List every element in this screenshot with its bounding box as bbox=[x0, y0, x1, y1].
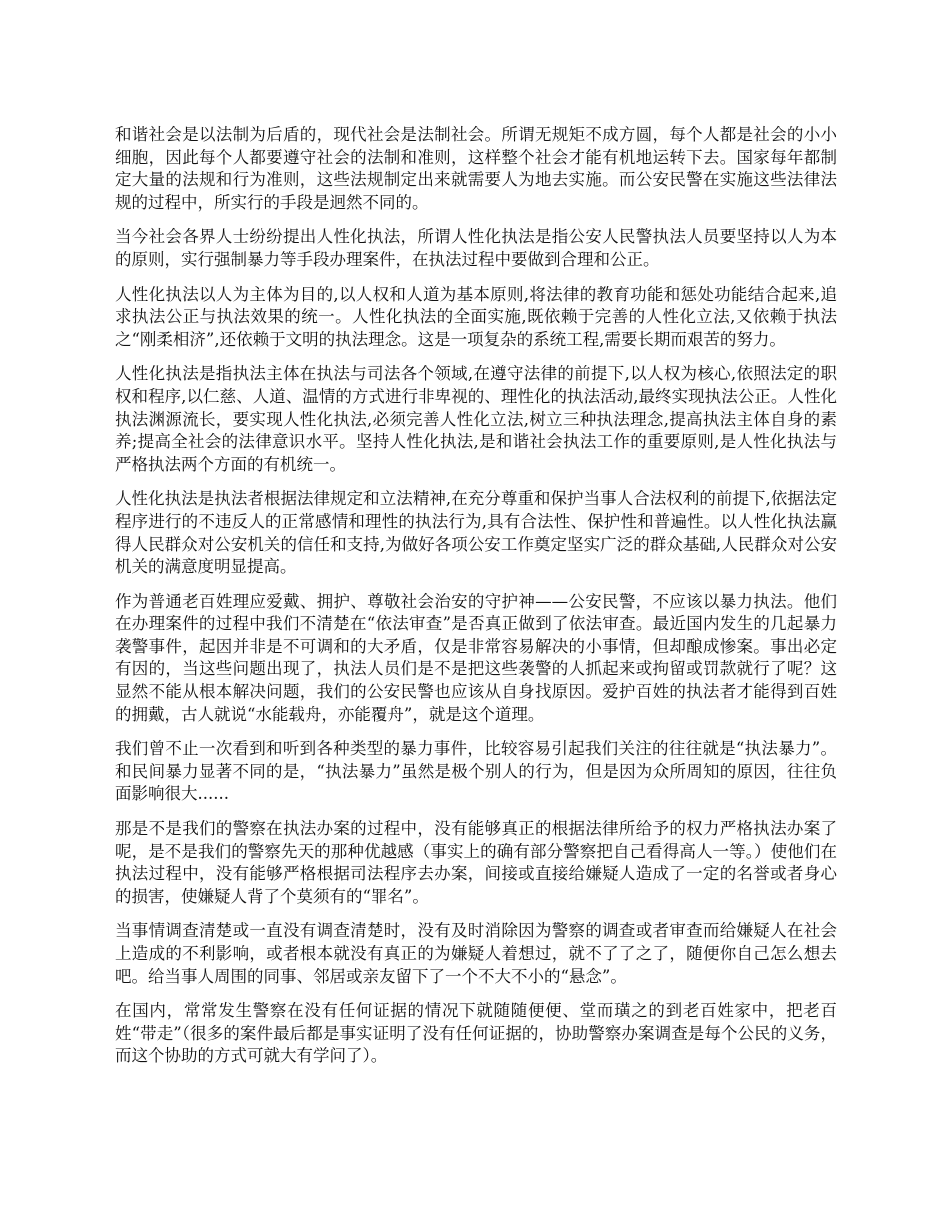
document-body bbox=[115, 124, 837, 1080]
paragraph-humanized-enforcement-definition: 当今社会各界人士纷纷提出人性化执法，所谓人性化执法是指公安人民警执法人员要坚持以人为本的原则，实行强制暴力等手段办理案件，在执法过程中要做到合理和公正。 bbox=[115, 227, 837, 269]
paragraph-investigation-aftermath: 当事情调查清楚或一直没有调查清楚时，没有及时消除因为警察的调查或者审查而给嫌疑人在社会上造成的不利影响，或者根本就没有真正的为嫌疑人着想过，就不了了之了，随便你自己怎么想去吧。给当事人周围的同事、邻居或亲友留下了一个不大不小的“悬念”。 bbox=[115, 921, 837, 986]
paragraph-citizens-and-police: 作为普通老百姓理应爱戴、拥护、尊敬社会治安的守护神——公安民警，不应该以暴力执法。他们在办理案件的过程中我们不清楚在“依法审查”是否真正做到了依法审查。最近国内发生的几起暴力袭警事件，起因并非是不可调和的大矛盾，仅是非常容易解决的小事情，但却酿成惨案。事出必定有因的，当这些问题出现了，执法人员们是不是把这些袭警的人抓起来或拘留或罚款就行了呢？这显然不能从根本解决问题，我们的公安民警也应该从自身找原因。爱护百姓的执法者才能得到百姓的拥戴，古人就说“水能载舟，亦能覆舟”，就是这个道理。 bbox=[115, 591, 837, 724]
paragraph-humanized-enforcement-subject: 人性化执法是指执法主体在执法与司法各个领域,在遵守法律的前提下,以人权为核心,依照法定的职权和程序,以仁慈、人道、温情的方式进行非卑视的、理性化的执法活动,最终实现执法公正。人性化执法渊源流长，要实现人性化执法,必须完善人性化立法,树立三种执法理念,提高执法主体自身的素养;提高全社会的法律意识水平。坚持人性化执法,是和谐社会执法工作的重要原则,是人性化执法与严格执法两个方面的有机统一。 bbox=[115, 364, 837, 474]
paragraph-enforcement-violence: 我们曾不止一次看到和听到各种类型的暴力事件，比较容易引起我们关注的往往就是“执法暴力”。和民间暴力显著不同的是，“执法暴力”虽然是极个别人的行为，但是因为众所周知的原因，往往负面影响很大...... bbox=[115, 739, 837, 804]
paragraph-taken-without-evidence: 在国内，常常发生警察在没有任何证据的情况下就随随便便、堂而璜之的到老百姓家中，把老百姓“带走”（很多的案件最后都是事实证明了没有任何证据的，协助警察办案调查是每个公民的义务，而这个协助的方式可就大有学问了）。 bbox=[115, 1001, 837, 1066]
paragraph-intro-harmonious-society: 和谐社会是以法制为后盾的，现代社会是法制社会。所谓无规矩不成方圆，每个人都是社会的小小细胞，因此每个人都要遵守社会的法制和准则，这样整个社会才能有机地运转下去。国家每年都制定大量的法规和行为准则，这些法规制定出来就需要人为地去实施。而公安民警在实施这些法律法规的过程中，所实行的手段是迥然不同的。 bbox=[115, 125, 837, 212]
paragraph-humanized-enforcement-legal-basis: 人性化执法是执法者根据法律规定和立法精神,在充分尊重和保护当事人合法权利的前提下,依据法定程序进行的不违反人的正常感情和理性的执法行为,具有合法性、保护性和普遍性。以人性化执法赢得人民群众对公安机关的信任和支持,为做好各项公安工作奠定坚实广泛的群众基础,人民群众对公安机关的满意度明显提高。 bbox=[115, 489, 837, 577]
paragraph-police-superiority: 那是不是我们的警察在执法办案的过程中，没有能够真正的根据法律所给予的权力严格执法办案了呢，是不是我们的警察先天的那种优越感（事实上的确有部分警察把自己看得高人一等。）使他们在执法过程中，没有能够严格根据司法程序去办案，间接或直接给嫌疑人造成了一定的名誉或者身心的损害，使嫌疑人背了个莫须有的“罪名”。 bbox=[115, 819, 837, 906]
paragraph-humanized-enforcement-principles: 人性化执法以人为主体为目的,以人权和人道为基本原则,将法律的教育功能和惩处功能结合起来,追求执法公正与执法效果的统一。人性化执法的全面实施,既依赖于完善的人性化立法,又依赖于执法之“刚柔相济”,还依赖于文明的执法理念。这是一项复杂的系统工程,需要长期而艰苦的努力。 bbox=[115, 284, 837, 349]
